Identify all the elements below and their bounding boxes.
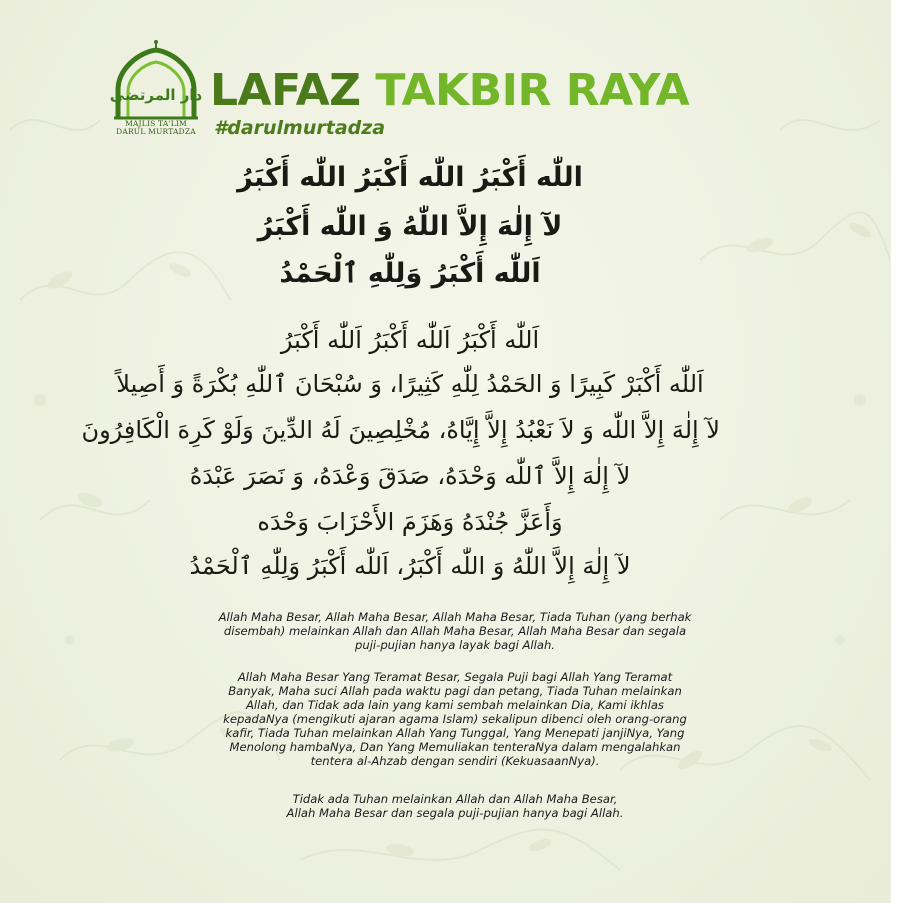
translation-p2-line: Allah, dan Tidak ada lain yang kami sembah melainkan Dia, Kami ikhlas — [246, 698, 664, 712]
translation-p3-line: Tidak ada Tuhan melainkan Allah dan Allah Maha Besar, — [292, 792, 618, 806]
translation-p2-line: kepadaNya (mengikuti ajaran agama Islam) sekalipun dibenci oleh orang-orang — [223, 712, 687, 726]
takbir-short-line-2: لآ إِلٰهَ إِلاَّ اللّٰهُ وَ اللّٰه أَكْبَرُ — [257, 211, 563, 242]
translation-p1-line: puji-pujian hanya layak bagi Allah. — [354, 638, 555, 652]
translation-paragraph-3 — [150, 792, 760, 820]
takbir-short-line-1: اللّٰه أَكْبَرُ اللّٰه أَكْبَرُ اللّٰه أَكْبَرُ — [237, 162, 583, 193]
translation-p2-line: tentera al-Ahzab dengan sendiri (KekuasaanNya). — [310, 754, 600, 768]
logo-caption-line-2: DARUL MURTADZA — [116, 127, 196, 136]
title-part-lafaz: LAFAZ — [210, 65, 361, 116]
takbir-long-line-2: اَللّٰه أَكْبَرْ كَبِيرًا وَ الحَمْدُ لِلّٰهِ كَثِيرًا، وَ سُبْحَانَ ٱللّٰهِ بُكْرَةً وَ أَصِيلاً — [116, 370, 704, 398]
translation-paragraph-2 — [150, 670, 760, 768]
page-title — [210, 66, 689, 116]
logo-caption — [110, 120, 202, 136]
logo-calligraphy: دار المرتضى — [110, 86, 202, 104]
hashtag: #darulmurtadza — [214, 117, 386, 139]
logo-caption-line-1: MAJLIS TA'LIM — [125, 119, 187, 128]
translation-p3-line: Allah Maha Besar dan segala puji-pujian hanya bagi Allah. — [286, 806, 624, 820]
right-edge-strip — [891, 0, 897, 903]
translation-p1-line: Allah Maha Besar, Allah Maha Besar, Allah Maha Besar, Tiada Tuhan (yang berhak — [218, 610, 692, 624]
takbir-long-line-1: اَللّٰه أَكْبَرُ اَللّٰه أَكْبَرُ اَللّٰه أَكْبَرُ — [280, 326, 540, 354]
translation-p2-line: Allah Maha Besar Yang Teramat Besar, Segala Puji bagi Allah Yang Teramat — [237, 670, 673, 684]
translation-p1-line: disembah) melainkan Allah dan Allah Maha Besar, Allah Maha Besar dan segala — [223, 624, 687, 638]
translation-paragraph-1 — [150, 610, 760, 652]
translation-p2-line: Menolong hambaNya, Dan Yang Memuliakan tenteraNya dalam mengalahkan — [229, 740, 681, 754]
translation-p2-line: kafir, Tiada Tuhan melainkan Allah Yang Tunggal, Yang Menepati janjiNya, Yang — [225, 726, 685, 740]
title-part-takbir-raya: TAKBIR RAYA — [375, 65, 690, 116]
takbir-long-line-4: لآ إِلٰهَ إِلاَّ ٱللّٰه وَحْدَهُ، صَدَقَ وَعْدَهُ، وَ نَصَرَ عَبْدَهُ — [189, 462, 631, 490]
takbir-long-line-5: وَأَعَزَّ جُنْدَهُ وَهَزَمَ الأَحْزَابَ وَحْدَه — [257, 508, 563, 536]
takbir-long-line-3: لآ إِلٰهَ إِلاَّ اللّٰه وَ لاَ نَعْبُدُ إِلاَّ إِيَّاهُ، مُخْلِصِينَ لَهُ الدِّينَ وَلَوْ كَرِهَ الْكَافِرُونَ — [81, 416, 720, 444]
takbir-short-line-3: اَللّٰه أَكْبَرُ وَلِلّٰهِ ٱلْحَمْدُ — [279, 258, 541, 289]
takbir-long-line-6: لآ إِلٰهَ إِلاَّ اللّٰهُ وَ اللّٰه أَكْبَرُ، اَللّٰه أَكْبَرُ وَلِلّٰهِ ٱلْحَمْدُ — [189, 552, 631, 580]
translation-p2-line: Banyak, Maha suci Allah pada waktu pagi dan petang, Tiada Tuhan melainkan — [228, 684, 682, 698]
